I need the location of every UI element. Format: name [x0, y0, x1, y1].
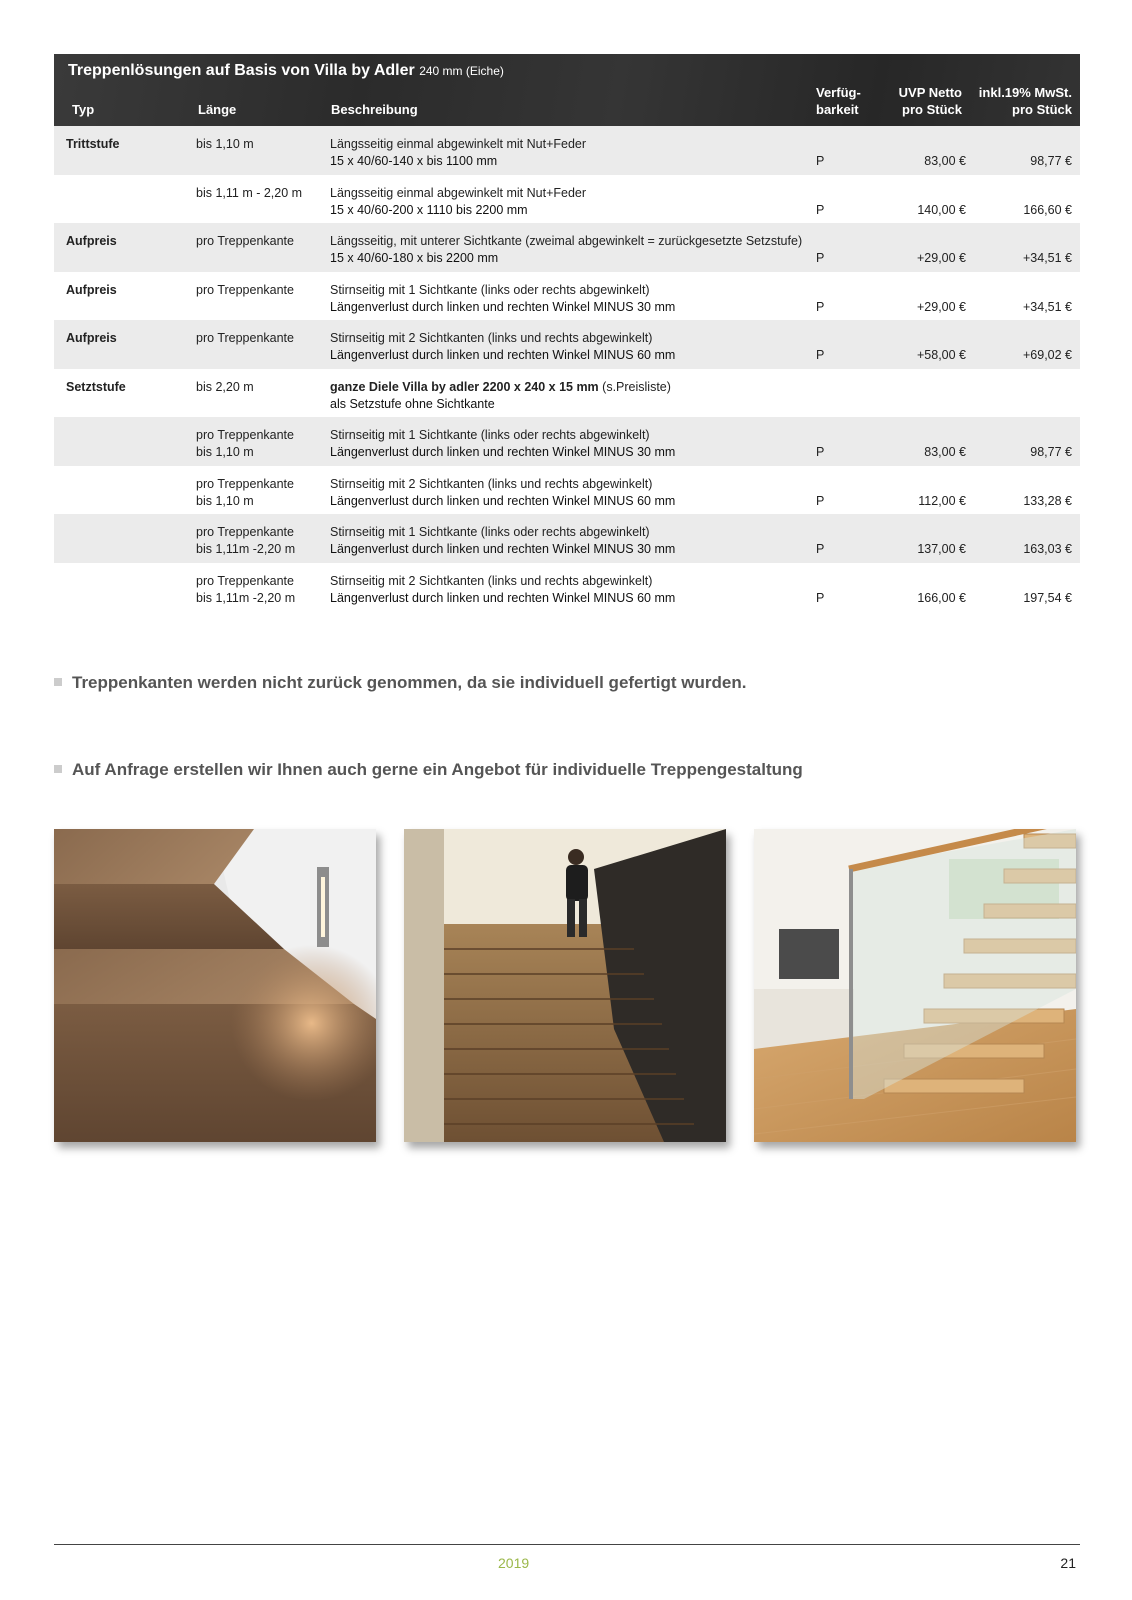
cell-uvp-netto: 166,00 € [917, 590, 966, 605]
desc-line1: Längsseitig einmal abgewinkelt mit Nut+Feder [330, 185, 587, 200]
cell-laenge [196, 427, 294, 461]
table-row [54, 272, 1080, 321]
cell-typ: Aufpreis [66, 331, 117, 345]
page-number: 21 [1060, 1555, 1076, 1571]
cell-verfuegbarkeit: P [816, 445, 825, 459]
header-uvp-line2: pro Stück [902, 102, 962, 117]
header-typ: Typ [72, 102, 95, 117]
cell-verfuegbarkeit: P [816, 542, 825, 556]
note-return-policy [54, 673, 746, 693]
cell-verfuegbarkeit: P [816, 251, 825, 265]
cell-beschreibung [330, 185, 586, 219]
header-uvp-line1: UVP Netto [898, 85, 962, 100]
table-title-suffix: 240 mm (Eiche) [419, 64, 504, 78]
desc-line1: Stirnseitig mit 1 Sichtkante (links oder rechts abgewinkelt) [330, 525, 650, 539]
cell-beschreibung [330, 379, 671, 413]
cell-verfuegbarkeit: P [816, 493, 825, 508]
header-inkl-line2: pro Stück [1012, 102, 1072, 117]
table-row [54, 175, 1080, 224]
bullet-square-icon [54, 678, 62, 686]
cell-laenge [196, 524, 295, 558]
table-row [54, 466, 1080, 515]
desc-line2: 15 x 40/60-140 x bis 1100 mm [330, 154, 498, 168]
cell-inkl-mwst: +34,51 € [1022, 299, 1072, 314]
desc-line2: Längenverlust durch linken und rechten Winkel MINUS 60 mm [330, 348, 676, 362]
cell-beschreibung [330, 136, 586, 170]
price-table [54, 54, 1080, 611]
table-title [68, 62, 504, 80]
cell-laenge: pro Treppenkante [196, 331, 294, 345]
stair-closeup-image [54, 829, 376, 1142]
stair-photo-glass-railing [754, 829, 1076, 1142]
laenge-line1: pro Treppenkante [196, 476, 294, 491]
desc-line2: Längenverlust durch linken und rechten Winkel MINUS 30 mm [330, 542, 676, 556]
cell-uvp-netto: 83,00 € [924, 154, 966, 168]
header-uvp-netto [899, 84, 962, 118]
cell-laenge: bis 1,11 m - 2,20 m [196, 185, 303, 200]
cell-inkl-mwst: +69,02 € [1022, 348, 1072, 362]
cell-uvp-netto: 137,00 € [917, 542, 966, 556]
laenge-line2: bis 1,11m -2,20 m [196, 542, 296, 556]
cell-laenge: bis 2,20 m [196, 379, 254, 394]
table-row [54, 563, 1080, 612]
cell-laenge [196, 573, 295, 607]
desc-line2: Längenverlust durch linken und rechten Winkel MINUS 60 mm [330, 590, 676, 605]
cell-beschreibung [330, 427, 675, 461]
note-text: Treppenkanten werden nicht zurück genommen, da sie individuell gefertigt wurden. [72, 673, 747, 692]
laenge-line2: bis 1,10 m [196, 445, 254, 459]
desc-line2: Längenverlust durch linken und rechten Winkel MINUS 30 mm [330, 299, 676, 314]
cell-laenge [196, 476, 294, 510]
cell-uvp-netto: 83,00 € [924, 445, 966, 459]
header-verfuegbarkeit [816, 84, 861, 118]
desc-line1: Stirnseitig mit 1 Sichtkante (links oder rechts abgewinkelt) [330, 282, 650, 297]
cell-inkl-mwst: 98,77 € [1030, 154, 1072, 168]
cell-inkl-mwst: 133,28 € [1023, 493, 1072, 508]
cell-verfuegbarkeit: P [816, 590, 825, 605]
cell-typ: Aufpreis [66, 234, 117, 248]
cell-typ: Aufpreis [66, 282, 117, 297]
footer-year: 2019 [498, 1555, 530, 1571]
cell-laenge: bis 1,10 m [196, 137, 254, 151]
table-row [54, 126, 1080, 175]
cell-verfuegbarkeit: P [816, 154, 825, 168]
table-row [54, 223, 1080, 272]
cell-uvp-netto: +58,00 € [916, 348, 966, 362]
header-verfueg-line1: Verfüg- [816, 85, 861, 100]
cell-beschreibung [330, 524, 675, 558]
stair-person-image [404, 829, 726, 1142]
cell-uvp-netto: +29,00 € [916, 251, 966, 265]
laenge-line1: pro Treppenkante [196, 573, 294, 588]
note-custom-offer [54, 760, 803, 780]
note-text: Auf Anfrage erstellen wir Ihnen auch gerne ein Angebot für individuelle Treppengestaltung [72, 760, 803, 779]
header-laenge: Länge [198, 102, 237, 117]
desc-line2: 15 x 40/60-180 x bis 2200 mm [330, 251, 499, 265]
cell-verfuegbarkeit: P [816, 299, 825, 314]
table-title-main: Treppenlösungen auf Basis von Villa by Adler [68, 62, 415, 79]
desc-line2: Längenverlust durch linken und rechten Winkel MINUS 30 mm [330, 445, 676, 459]
desc-line1: Stirnseitig mit 2 Sichtkanten (links und rechts abgewinkelt) [330, 476, 653, 491]
header-inkl-line1: inkl.19% MwSt. [978, 85, 1072, 100]
laenge-line1: pro Treppenkante [196, 525, 294, 539]
desc-line1: Stirnseitig mit 1 Sichtkante (links oder rechts abgewinkelt) [330, 428, 650, 442]
desc-line1: Längsseitig einmal abgewinkelt mit Nut+Feder [330, 137, 587, 151]
table-header [54, 54, 1080, 126]
cell-inkl-mwst: 197,54 € [1023, 590, 1072, 605]
cell-laenge: pro Treppenkante [196, 234, 294, 248]
cell-uvp-netto: 140,00 € [917, 202, 966, 217]
cell-typ: Setztstufe [66, 379, 126, 394]
desc-line1: Stirnseitig mit 2 Sichtkanten (links und rechts abgewinkelt) [330, 331, 653, 345]
desc-line2: als Setzstufe ohne Sichtkante [330, 396, 495, 411]
cell-inkl-mwst: +34,51 € [1022, 251, 1072, 265]
cell-inkl-mwst: 98,77 € [1030, 445, 1072, 459]
desc-line1 [330, 379, 671, 396]
stair-photo-closeup [54, 829, 376, 1142]
laenge-line1: pro Treppenkante [196, 428, 294, 442]
cell-verfuegbarkeit: P [816, 202, 825, 217]
cell-inkl-mwst: 163,03 € [1023, 542, 1072, 556]
header-inkl-mwst [979, 84, 1072, 118]
header-beschreibung: Beschreibung [331, 102, 418, 117]
cell-beschreibung [330, 282, 675, 316]
cell-uvp-netto: 112,00 € [918, 493, 966, 508]
table-row [54, 514, 1080, 563]
desc-line2: 15 x 40/60-200 x 1110 bis 2200 mm [330, 202, 528, 217]
cell-beschreibung [330, 476, 675, 510]
cell-laenge: pro Treppenkante [196, 282, 294, 297]
cell-beschreibung [330, 573, 675, 607]
footer-divider [54, 1544, 1080, 1545]
table-row [54, 320, 1080, 369]
cell-beschreibung [330, 233, 802, 267]
desc-line1-rest: (s.Preisliste) [598, 379, 671, 394]
stair-photo-person [404, 829, 726, 1142]
stair-glass-image [754, 829, 1076, 1142]
desc-line1: Stirnseitig mit 2 Sichtkanten (links und rechts abgewinkelt) [330, 573, 653, 588]
table-row [54, 417, 1080, 466]
laenge-line2: bis 1,11m -2,20 m [196, 590, 296, 605]
cell-uvp-netto: +29,00 € [916, 299, 966, 314]
desc-line2: Längenverlust durch linken und rechten Winkel MINUS 60 mm [330, 493, 676, 508]
cell-beschreibung [330, 330, 675, 364]
cell-typ: Trittstufe [66, 137, 120, 151]
cell-inkl-mwst: 166,60 € [1023, 202, 1072, 217]
laenge-line2: bis 1,10 m [196, 493, 254, 508]
desc-line1-bold: ganze Diele Villa by adler 2200 x 240 x 15 mm [330, 379, 599, 394]
desc-line1: Längsseitig, mit unterer Sichtkante (zweimal abgewinkelt = zurückgesetzte Setzstufe) [330, 234, 803, 248]
cell-verfuegbarkeit: P [816, 348, 825, 362]
table-row [54, 369, 1080, 418]
bullet-square-icon [54, 765, 62, 773]
header-verfueg-line2: barkeit [816, 102, 859, 117]
